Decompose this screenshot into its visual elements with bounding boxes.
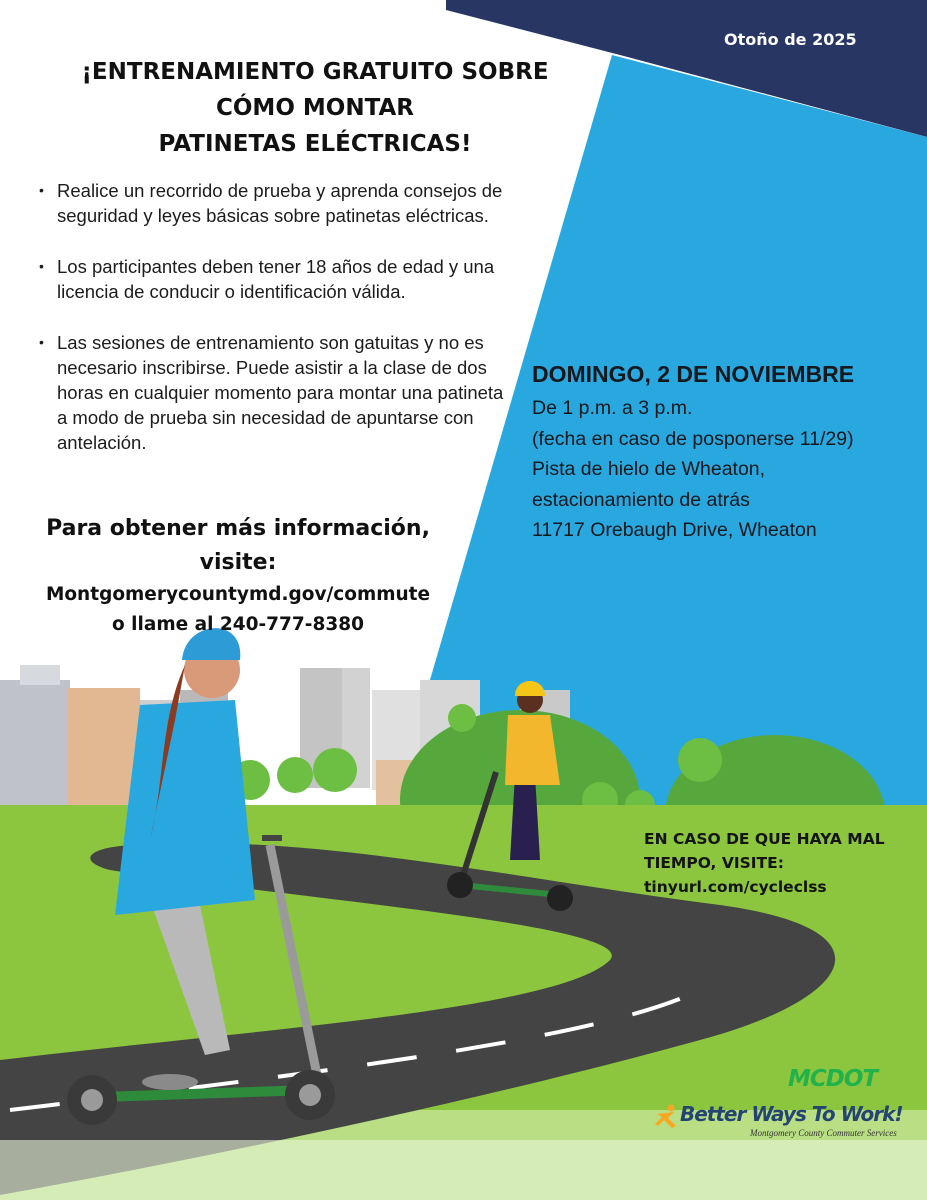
bwtw-logo-subtitle: Montgomery County Commuter Services: [750, 1128, 897, 1138]
weather-link[interactable]: tinyurl.com/cycleclss: [644, 878, 827, 896]
bullet-requirements: • Los participantes deben tener 18 años de edad y una licencia de conducir o identificación válida.: [36, 254, 508, 304]
bullet-test-ride: • Realice un recorrido de prueba y aprenda consejos de seguridad y leyes básicas sobre patinetas eléctricas.: [36, 178, 508, 228]
info-bullet-list: [36, 178, 508, 481]
season-label: Otoño de 2025: [724, 30, 857, 49]
weather-line-1: EN CASO DE QUE HAYA MAL: [644, 830, 885, 848]
more-info-phone: o llame al 240-777-8380: [112, 614, 364, 635]
event-parking-lot: estacionamiento de atrás: [532, 488, 750, 511]
weather-notice: [644, 827, 924, 899]
mcdot-logo-icon: MCDOT: [788, 1066, 878, 1092]
event-date: DOMINGO, 2 DE NOVIEMBRE: [532, 361, 855, 387]
bullet-free-sessions: • Las sesiones de entrenamiento son gatuitas y no es necesario inscribirse. Puede asistir a la clase de dos horas en cualquier momento para montar una patineta a modo de prueba sin necesidad de apuntarse con antelación.: [36, 330, 508, 455]
title-line-2: CÓMO MONTAR: [216, 95, 414, 121]
title-line-3: PATINETAS ELÉCTRICAS!: [158, 131, 472, 157]
event-time: De 1 p.m. a 3 p.m.: [532, 397, 693, 419]
running-figure-icon: [652, 1104, 680, 1130]
title-line-1: ¡ENTRENAMIENTO GRATUITO SOBRE: [81, 59, 549, 85]
event-rain-date: (fecha en caso de posponerse 11/29): [532, 427, 854, 450]
more-info-link[interactable]: Montgomerycountymd.gov/commute: [45, 584, 431, 605]
event-address: 11717 Orebaugh Drive, Wheaton: [532, 519, 817, 541]
weather-line-2: TIEMPO, VISITE:: [644, 854, 784, 872]
page-title: [60, 54, 570, 162]
bwtw-logo-text: Better Ways To Work!: [680, 1102, 903, 1126]
event-details: [532, 358, 922, 546]
event-venue: Pista de hielo de Wheaton,: [532, 458, 766, 480]
more-info-heading: Para obtener más información, visite:: [46, 516, 430, 575]
more-info-block: [8, 512, 468, 640]
